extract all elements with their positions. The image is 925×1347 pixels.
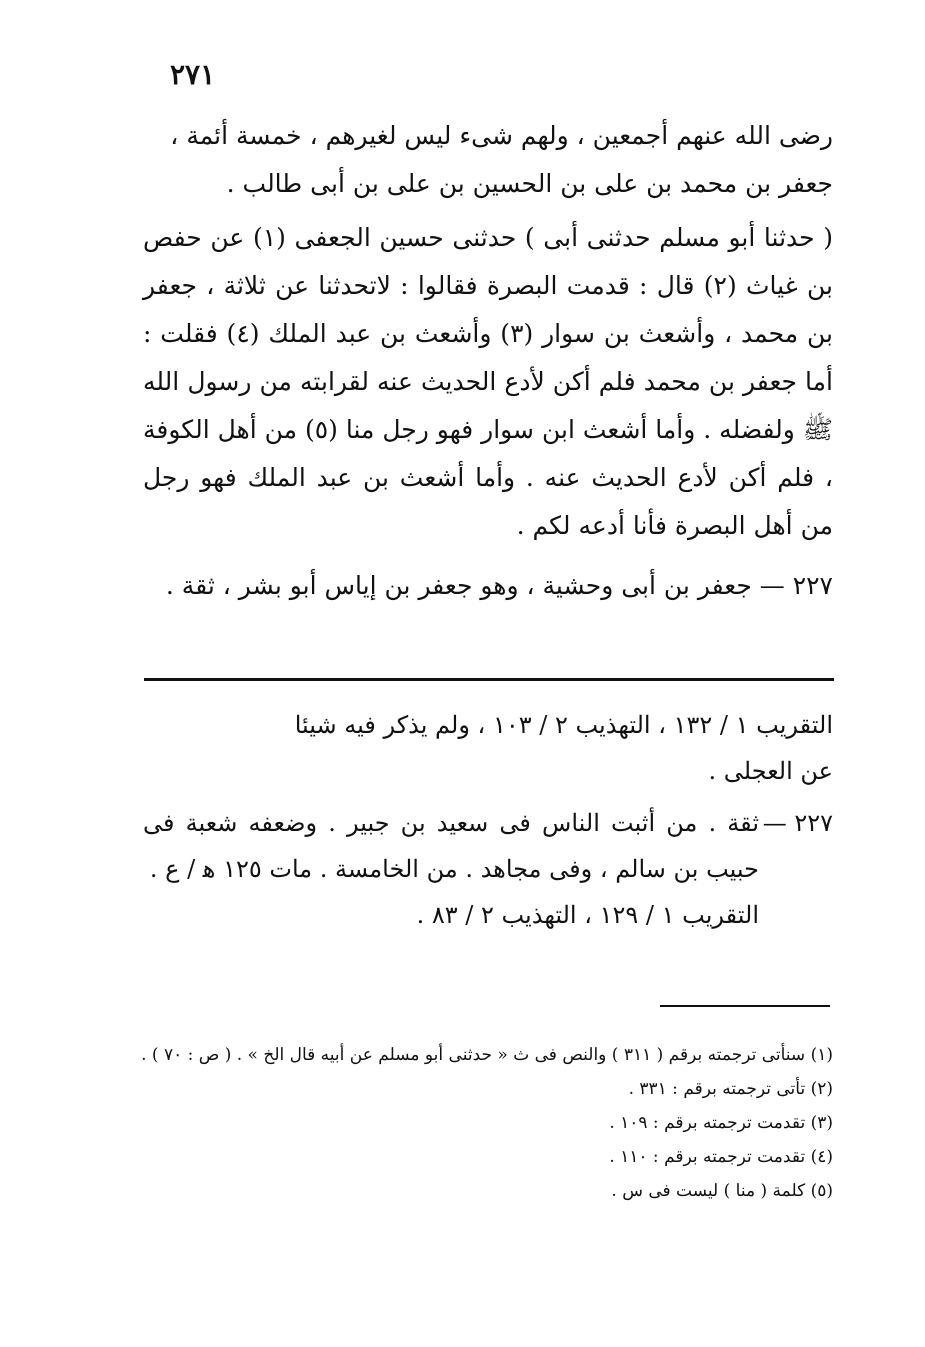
footnote: (٢) تأتى ترجمته برقم : ٣٣١ . [628,1079,833,1099]
paragraph-line: رضى الله عنهم أجمعين ، ولهم شىء ليس لغيرهم ، خمسة أئمة ، [170,121,833,150]
reference-line: التقريب ١ / ١٢٩ ، التهذيب ٢ / ٨٣ . [416,901,759,929]
main-text [143,112,833,610]
footnote: (٤) تقدمت ترجمته برقم : ١١٠ . [609,1147,833,1167]
note-entry-number: ٢٢٧ — [762,809,833,837]
entry-heading: ٢٢٧ — جعفر بن أبى وحشية ، وهو جعفر بن إياس أبو بشر ، ثقة . [165,571,833,600]
separator-rule [144,678,834,681]
footnote: (٣) تقدمت ترجمته برقم : ١٠٩ . [609,1113,833,1133]
footnotes [133,1038,833,1208]
note-entry-text: ثقة . من أثبت الناس فى سعيد بن جبير . وضعفه شعبة فى حبيب بن سالم ، وفى مجاهد . من الخامسة . مات ١٢٥ ﻫ / ع . [143,809,759,883]
narration-paragraph: ( حدثنا أبو مسلم حدثنى أبى ) حدثنى حسين الجعفى (١) عن حفص بن غياث (٢) قال : قدمت البصرة فقالوا : لاتحدثنا عن ثلاثة ، جعفر بن محمد ، وأشعث بن سوار (٣) وأشعث بن عبد الملك (٤) فقلت : أما جعفر بن محمد فلم أكن لأدع الحديث عنه لقرابته من رسول الله ﷺ ولفضله . وأما أشعث ابن سوار فهو رجل منا (٥) من أهل الكوفة ، فلم أكن لأدع الحديث عنه . وأما أشعث بن عبد الملك فهو رجل من أهل البصرة فأنا أدعه لكم . [143,223,834,540]
footnote: (١) سنأتى ترجمته برقم ( ٣١١ ) والنص فى ث « حدثنى أبو مسلم عن أبيه قال الخ » . ( ص : ٧٠ ) . [141,1045,833,1065]
footnote: (٥) كلمة ( منا ) ليست فى س . [611,1181,833,1201]
paragraph-line: جعفر بن محمد بن على بن الحسين بن على بن أبى طالب . [226,169,833,198]
notes-text [143,702,833,938]
page-number: ٢٧١ [170,58,216,91]
reference-line: عن العجلى . [708,757,833,785]
footnote-rule [660,1005,830,1007]
note-entry [143,800,833,892]
reference-line: التقريب ١ / ١٣٢ ، التهذيب ٢ / ١٠٣ ، ولم يذكر فيه شيئا [294,711,833,739]
